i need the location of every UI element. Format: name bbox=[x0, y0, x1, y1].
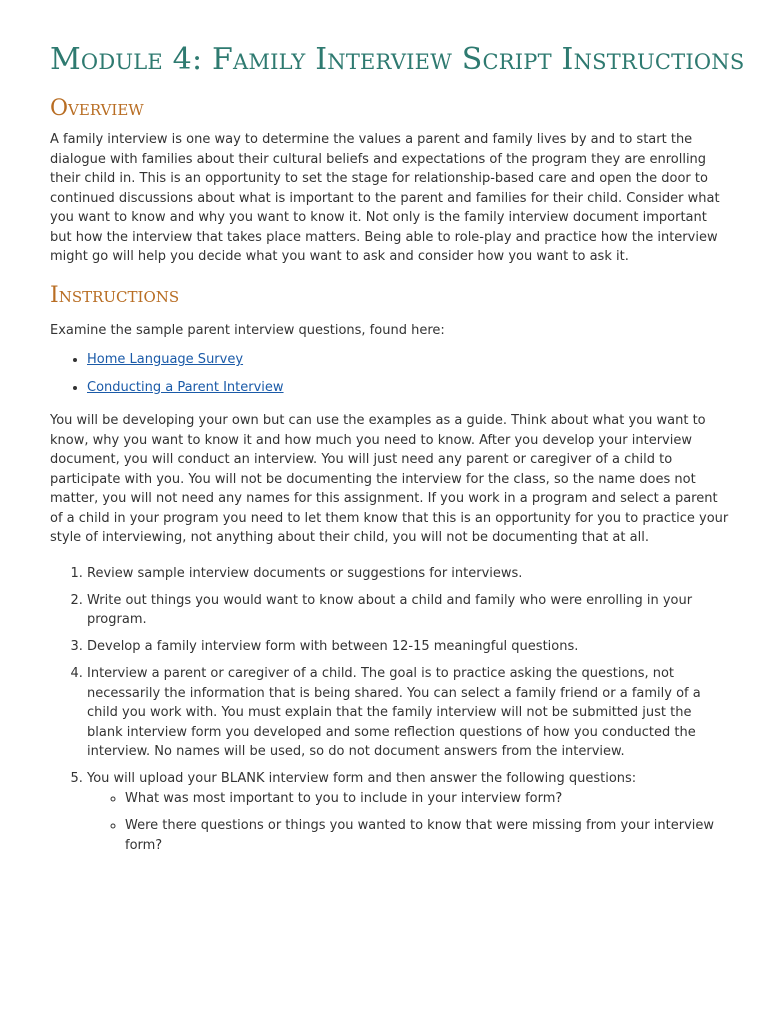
step-5-text: You will upload your BLANK interview form and then answer the following questions: bbox=[87, 771, 637, 786]
instructions-paragraph: You will be developing your own but can use the examples as a guide. Think about what you want to know, why you want to know it and how much you need to know. After you develop your interview document, you will conduct an interview. You will just need any parent or caregiver of a child to participate with you. You will not be documenting the interview for the class, so the name does not matter, you will not need any names for this assignment. If you work in a program and select a parent of a child in your program you need to let them know that this is an opportunity for you to practice your style of interviewing, not anything about their child, you will not be documenting that at all. bbox=[50, 413, 729, 545]
list-item bbox=[87, 378, 730, 398]
step-item: 2. Write out things you would want to know about a child and family who were enrolling in your program. bbox=[87, 591, 730, 630]
step-item bbox=[87, 769, 730, 855]
overview-heading: Overview bbox=[50, 96, 144, 121]
page-title: Module 4: Family Interview Script Instructions bbox=[50, 42, 745, 77]
conducting-parent-interview-link[interactable]: Conducting a Parent Interview bbox=[87, 379, 284, 395]
sample-links-list bbox=[50, 350, 730, 397]
overview-paragraph: A family interview is one way to determine the values a parent and family lives by and to start the dialogue with families about their cultural beliefs and expectations of the program they are enrolling their child in. This is an opportunity to set the stage for relationship-based care and open the door to continued discussions about what is important to the parent and families for their child. Consider what you want to know and why you want to know it. Not only is the family interview document important but how the interview that takes place matters. Being able to role-play and practice how the interview might go will help you decide what you want to ask and consider how you want to ask it. bbox=[50, 132, 720, 264]
instructions-intro: Examine the sample parent interview questions, found here: bbox=[50, 322, 445, 338]
sub-question-item: ◦ Were there questions or things you wanted to know that were missing from your interview form? bbox=[125, 816, 730, 855]
steps-list bbox=[50, 564, 730, 856]
reflection-questions-list bbox=[87, 789, 730, 856]
step-item: 3. Develop a family interview form with between 12-15 meaningful questions. bbox=[87, 637, 730, 657]
home-language-survey-link[interactable]: Home Language Survey bbox=[87, 352, 244, 367]
list-item bbox=[87, 350, 730, 370]
step-item: 1. Review sample interview documents or suggestions for interviews. bbox=[87, 564, 730, 584]
document-page bbox=[50, 38, 745, 863]
step-item: 4. Interview a parent or caregiver of a child. The goal is to practice asking the questions, not necessarily the information that is being shared. You can select a family friend or a family of a child you work with. You must explain that the family interview will not be submitted just the blank interview form you developed and some reflection questions of how you conducted the interview. No names will be used, so do not document answers from the interview. bbox=[87, 664, 730, 762]
sub-question-item: ◦ What was most important to you to include in your interview form? bbox=[125, 789, 730, 809]
instructions-heading: Instructions bbox=[50, 282, 180, 308]
